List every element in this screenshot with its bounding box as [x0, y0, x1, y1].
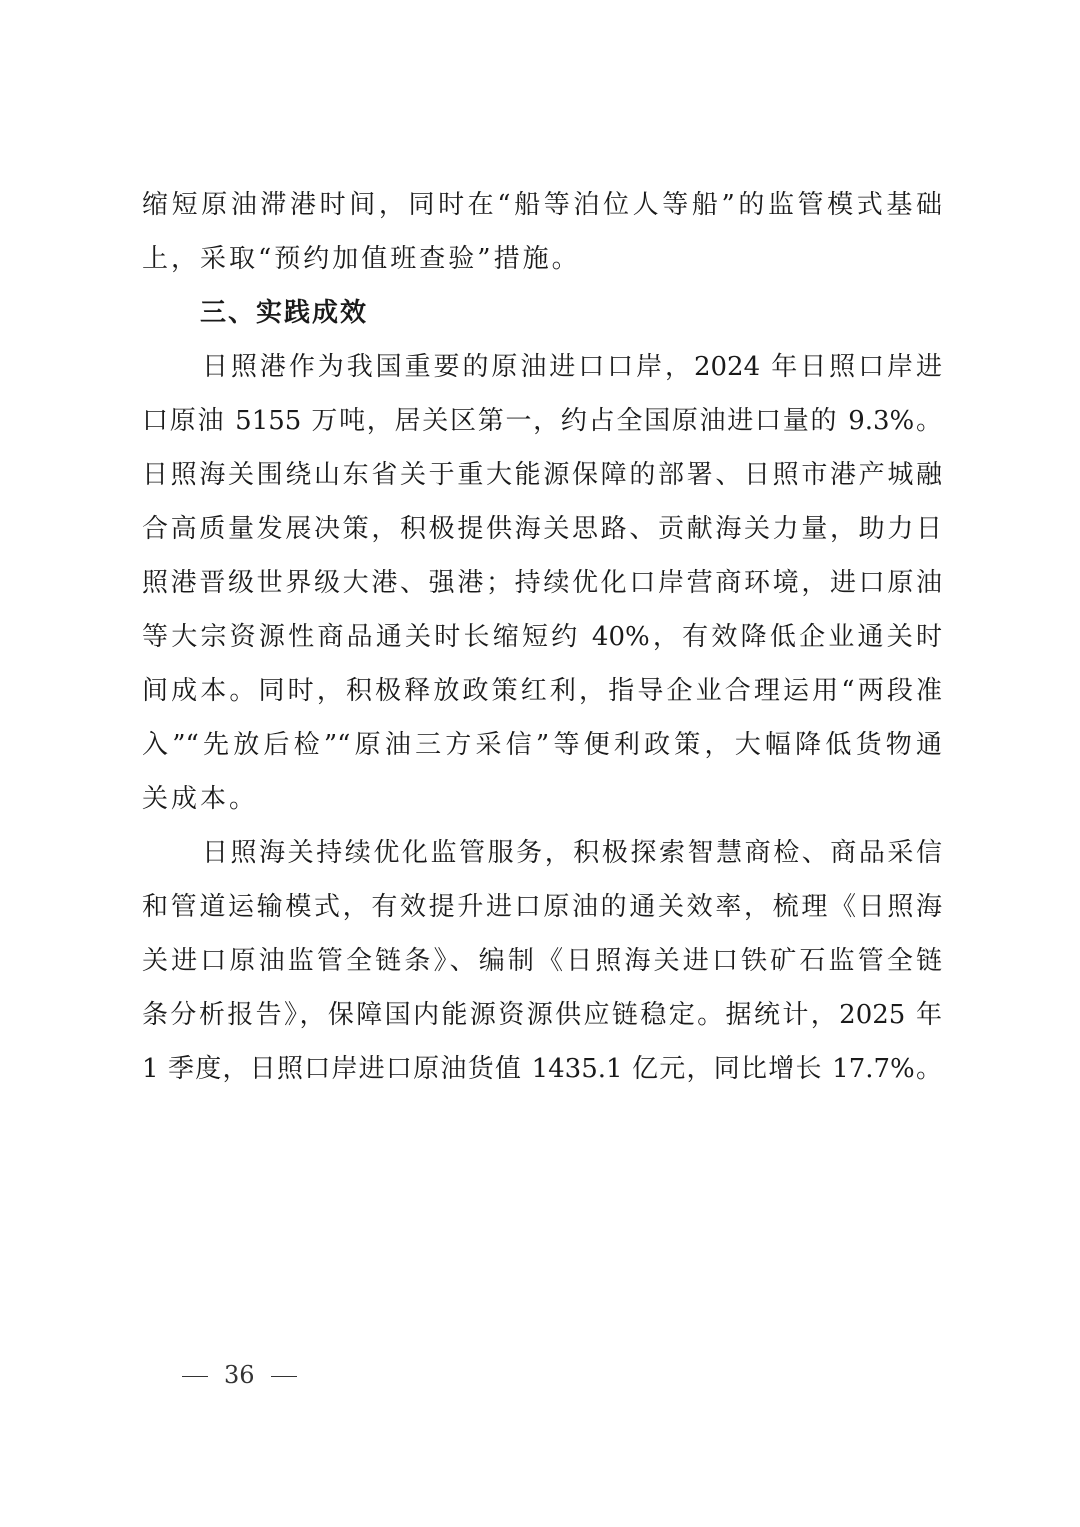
- document-body: [142, 178, 942, 1096]
- paragraph-line: 等大宗资源性商品通关时长缩短约 40%，有效降低企业通关时: [142, 622, 942, 652]
- text-line: 缩短原油滞港时间，同时在“船等泊位人等船”的监管模式基础: [142, 190, 942, 220]
- paragraph-line: 口原油 5155 万吨，居关区第一，约占全国原油进口量的 9.3%。: [142, 406, 942, 436]
- paragraph-line: 日照海关持续优化监管服务，积极探索智慧商检、商品采信: [202, 838, 942, 868]
- text-line: 上，采取“预约加值班查验”措施。: [142, 244, 581, 274]
- paragraph-line: 和管道运输模式，有效提升进口原油的通关效率，梳理《日照海: [142, 892, 942, 922]
- page-number-text: 36: [224, 1361, 255, 1389]
- paragraph-line: 照港晋级世界级大港、强港；持续优化口岸营商环境，进口原油: [142, 568, 942, 598]
- paragraph-line: 1 季度，日照口岸进口原油货值 1435.1 亿元，同比增长 17.7%。: [142, 1054, 942, 1084]
- section-heading: 三、实践成效: [200, 298, 369, 328]
- paragraph-line: 日照海关围绕山东省关于重大能源保障的部署、日照市港产城融: [142, 460, 942, 490]
- paragraph-line: 关进口原油监管全链条》、编制《日照海关进口铁矿石监管全链: [142, 946, 942, 976]
- paragraph-line: 入”“先放后检”“原油三方采信”等便利政策，大幅降低货物通: [142, 730, 942, 760]
- paragraph-line: 关成本。: [142, 784, 259, 814]
- right-dash: [271, 1376, 297, 1377]
- paragraph-line: 合高质量发展决策，积极提供海关思路、贡献海关力量，助力日: [142, 514, 942, 544]
- left-dash: [182, 1376, 208, 1377]
- page-number: [166, 1358, 313, 1392]
- paragraph-line: 条分析报告》，保障国内能源资源供应链稳定。据统计，2025 年: [142, 1000, 942, 1030]
- paragraph-line: 间成本。同时，积极释放政策红利，指导企业合理运用“两段准: [142, 676, 942, 706]
- paragraph-line: 日照港作为我国重要的原油进口口岸，2024 年日照口岸进: [202, 352, 942, 382]
